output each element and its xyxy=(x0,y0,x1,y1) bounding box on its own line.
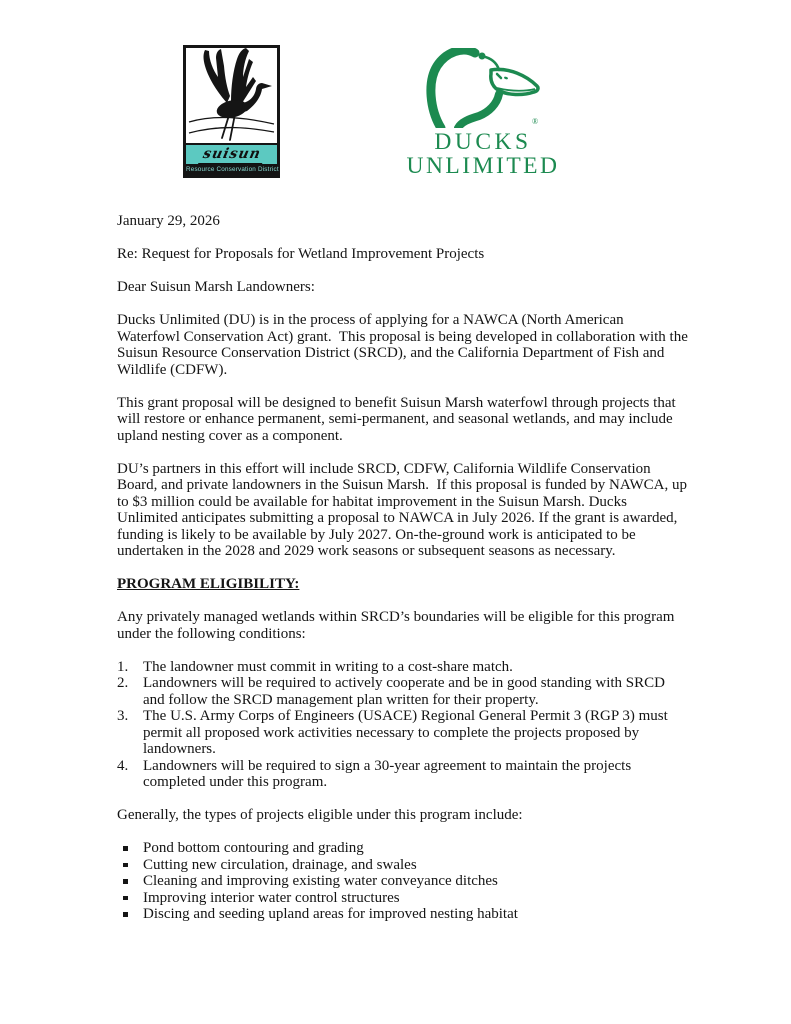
project-type-item: Discing and seeding upland areas for improved nesting habitat xyxy=(117,906,689,923)
condition-item: The landowner must commit in writing to a cost-share match. xyxy=(143,658,513,675)
project-type-item: Cutting new circulation, drainage, and swales xyxy=(117,857,689,874)
paragraph-proposal-purpose: This grant proposal will be designed to benefit Suisun Marsh waterfowl through projects that will restore or enhance permanent, semi-permanent, and seasonal wetlands, and may include upland nesting cover as a component. xyxy=(117,394,680,444)
letter-date: January 29, 2026 xyxy=(117,213,220,229)
project-type-item: Pond bottom contouring and grading xyxy=(117,840,689,857)
condition-item: Landowners will be required to sign a 30-year agreement to maintain the projects completed under this program. xyxy=(143,757,635,790)
letter-salutation: Dear Suisun Marsh Landowners: xyxy=(117,279,315,295)
conditions-list xyxy=(117,659,689,791)
project-type-item: Improving interior water control structures xyxy=(117,890,689,907)
project-type-item: Cleaning and improving existing water conveyance ditches xyxy=(117,873,689,890)
du-wordmark-unlimited: UNLIMITED xyxy=(406,153,560,179)
ducks-unlimited-logo xyxy=(393,48,573,178)
paragraph-partners-funding: DU’s partners in this effort will include SRCD, CDFW, California Wildlife Conservation Board, and private landowners in the Suisun Marsh. If this proposal is funded by NAWCA, up to $3 million could be available for habitat improvement in the Suisun Marsh. Ducks Unlimited anticipates submitting a proposal to NAWCA in July 2026. If the grant is awarded, funding is likely to be available by July 2027. On-the-ground work is anticipated to be undertaken in the 2028 and 2029 work seasons or subsequent seasons as necessary. xyxy=(117,460,691,559)
projects-intro: Generally, the types of projects eligible under this program include: xyxy=(117,807,523,823)
srcd-subtitle: Resource Conservation District xyxy=(186,166,279,173)
letter-body xyxy=(117,213,692,923)
duck-head-icon xyxy=(425,48,541,128)
srcd-name-band xyxy=(186,143,277,164)
condition-item: The U.S. Army Corps of Engineers (USACE) Regional General Permit 3 (RGP 3) must permit all proposed work activities necessary to complete the projects proposed by landowners. xyxy=(143,708,672,757)
eligibility-intro: Any privately managed wetlands within SRCD’s boundaries will be eligible for this program under the following conditions: xyxy=(117,609,679,642)
section-heading-program-eligibility: PROGRAM ELIGIBILITY: xyxy=(117,576,300,592)
heron-artwork xyxy=(186,48,277,143)
paragraph-grant-intro: Ducks Unlimited (DU) is in the process of applying for a NAWCA (North American Waterfowl Conservation Act) grant. This proposal is being developed in collaboration with the Suisun Resource Conservation District (SRCD), and the California Department of Fish and Wildlife (CDFW). xyxy=(117,312,692,378)
project-types-list xyxy=(117,840,689,923)
condition-item: Landowners will be required to actively cooperate and be in good standing with SRCD and follow the SRCD management plan written for their property. xyxy=(143,675,669,708)
registered-trademark-symbol: ® xyxy=(532,117,539,126)
heron-icon xyxy=(186,48,277,143)
srcd-logo xyxy=(183,45,280,178)
srcd-subtitle-band xyxy=(186,164,277,175)
letter-subject: Re: Request for Proposals for Wetland Improvement Projects xyxy=(117,246,485,262)
du-wordmark-ducks: DUCKS xyxy=(434,129,532,155)
srcd-name: suisun xyxy=(198,146,265,164)
